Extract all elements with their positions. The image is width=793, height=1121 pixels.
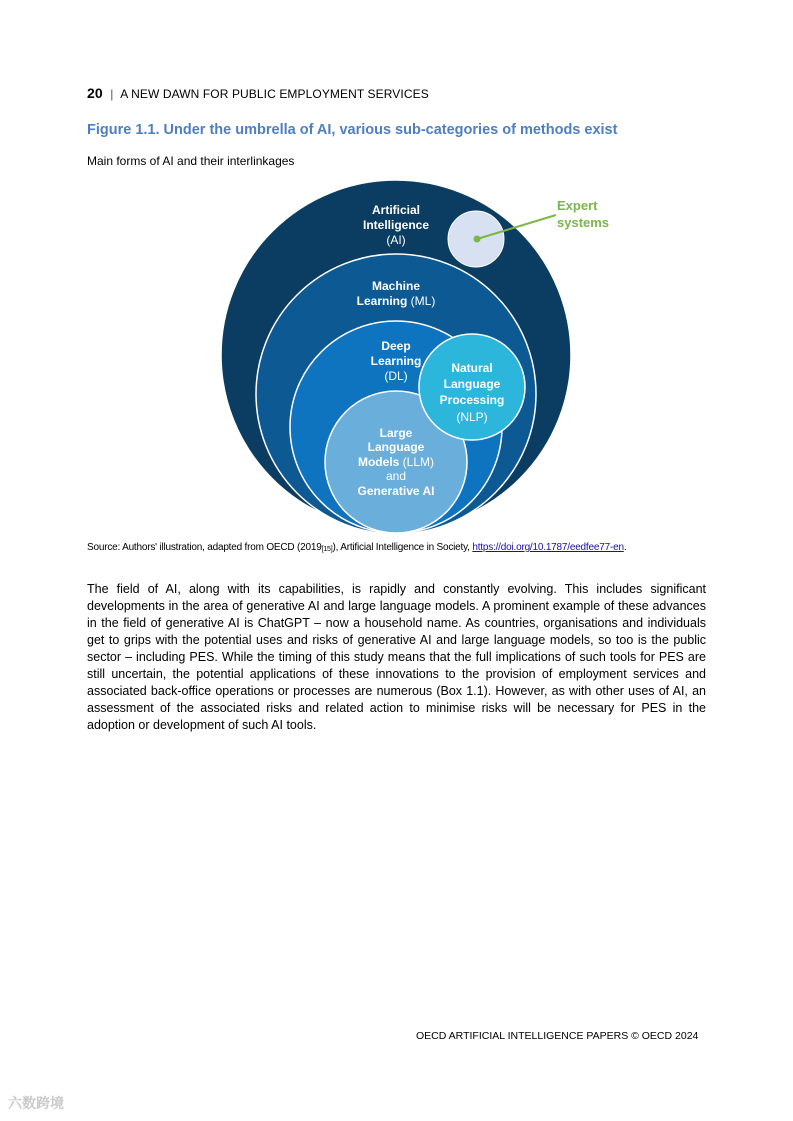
figure-title: Figure 1.1. Under the umbrella of AI, various sub-categories of methods exist	[87, 122, 618, 138]
ml-label-2	[357, 294, 436, 308]
nlp-label-2: Language	[443, 377, 501, 391]
ai-label-3: (AI)	[386, 233, 406, 247]
source-doi-link[interactable]: https://doi.org/10.1787/eedfee77-en	[472, 542, 624, 553]
header-separator: |	[110, 87, 114, 101]
source-label: Source:	[87, 542, 121, 553]
llm-label-1: Large	[379, 426, 413, 440]
body-paragraph: The field of AI, along with its capabilities, is rapidly and constantly evolving. This includes significant developments in the area of generative AI and large language models. A prominent example of these advances in the field of generative AI is ChatGPT – now a household name. As countries, organisations and individuals get to grips with the potential uses and risks of generative AI and large language models, so too is the public sector – including PES. While the timing of this study means that the full implications of such tools for PES are still uncertain, the potential applications of these innovations to the provision of employment services and associated back-office operations or processes are numerous (Box 1.1). However, as with other uses of AI, an assessment of the associated risks and related action to minimise risks will be necessary for PES in the adoption or development of such AI tools.	[87, 582, 706, 732]
expert-label-1: Expert	[557, 198, 598, 213]
llm-label-3-abbr: (LLM)	[399, 455, 435, 469]
nlp-label-1: Natural	[451, 361, 493, 375]
ai-umbrella-diagram	[210, 170, 630, 540]
expert-label-2: systems	[557, 215, 610, 230]
ml-label-2-main: Learning	[356, 294, 408, 308]
llm-label-2: Language	[367, 440, 425, 454]
ml-label-1: Machine	[371, 279, 421, 293]
ai-label-1: Artificial	[371, 203, 421, 217]
dl-label-1: Deep	[381, 339, 411, 353]
source-ref: [15]	[321, 546, 333, 553]
llm-label-3-main: Models	[357, 455, 400, 469]
page-header	[87, 85, 429, 101]
running-title: A NEW DAWN FOR PUBLIC EMPLOYMENT SERVICES	[120, 87, 429, 101]
dl-label-2: Learning	[370, 354, 422, 368]
llm-label-5: Generative AI	[357, 484, 435, 498]
source-text-2: ), Artificial Intelligence in Society,	[332, 542, 473, 553]
source-text-1: Authors' illustration, adapted from OECD (2019	[120, 542, 322, 553]
source-end: .	[623, 542, 627, 553]
page-footer: OECD ARTIFICIAL INTELLIGENCE PAPERS © OECD 2024	[416, 1030, 699, 1042]
figure-source	[87, 542, 626, 553]
llm-label-3	[358, 455, 434, 469]
dl-label-3: (DL)	[384, 369, 408, 383]
nlp-label-3: Processing	[439, 393, 505, 407]
page-number: 20	[87, 85, 103, 101]
ai-label-2: Intelligence	[362, 218, 430, 232]
expert-connector-dot	[474, 236, 481, 243]
ml-label-2-abbr: (ML)	[407, 294, 436, 308]
nlp-label-4: (NLP)	[456, 410, 488, 424]
llm-label-4: and	[385, 469, 407, 483]
watermark-text: 六数跨境	[8, 1095, 64, 1111]
figure-subtitle: Main forms of AI and their interlinkages	[87, 154, 295, 168]
